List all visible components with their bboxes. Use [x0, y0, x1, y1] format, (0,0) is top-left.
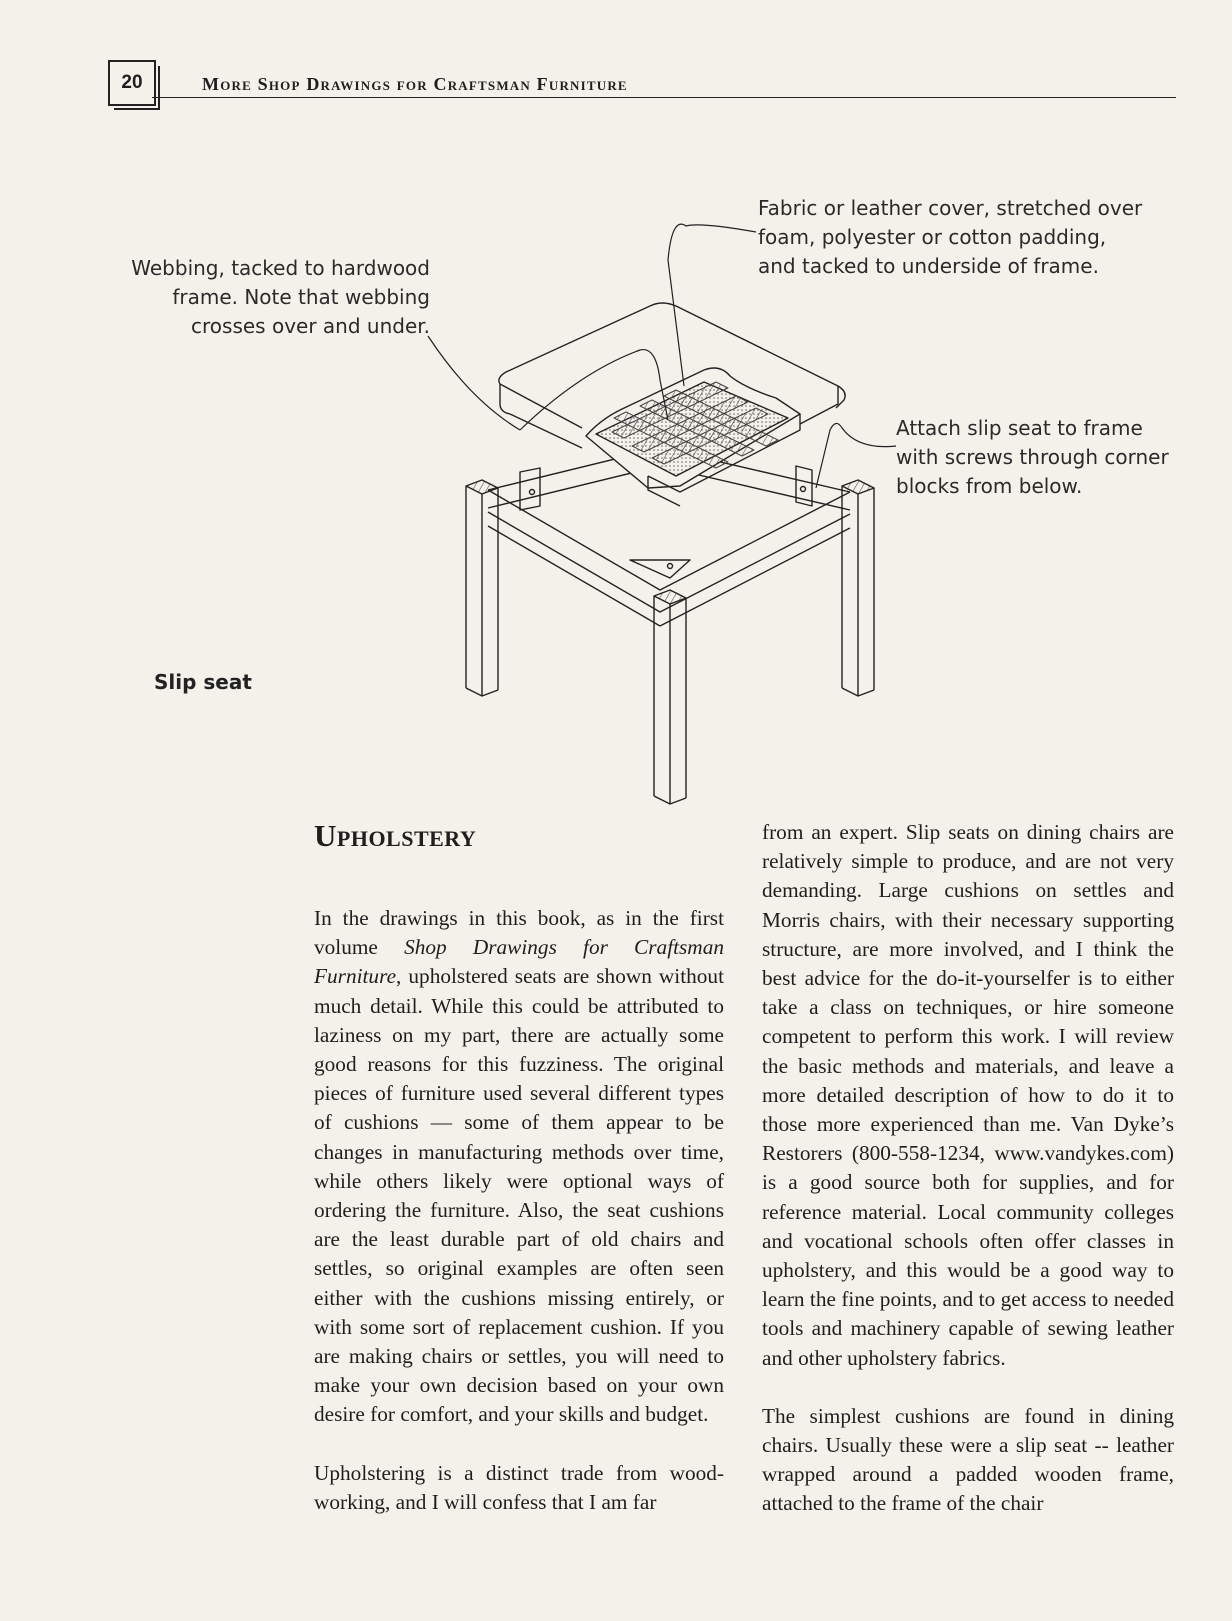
paragraph: The simplest cushions are found in dining chairs. Usually these were a slip seat -- leather wrapped around a padded wooden frame, attached to the frame of the chair	[762, 1403, 1174, 1516]
paragraph	[314, 904, 724, 1430]
slip-seat	[499, 303, 845, 506]
callout-webbing: Webbing, tacked to hardwood frame. Note that webbing crosses over and under.	[131, 256, 430, 338]
paragraph: Upholstering is a distinct trade from woodworking, and I will confess that I am far	[314, 1460, 724, 1514]
body-column-left	[314, 904, 724, 1546]
chair-leg-left	[466, 480, 498, 696]
chair-leg-right	[842, 480, 874, 696]
paragraph-text: In the drawings in this book, as in the first volume	[314, 906, 724, 960]
running-head: More Shop Drawings for Craftsman Furniture	[202, 74, 628, 94]
book-title: Shop Drawings for Craftsman Furniture	[314, 935, 724, 989]
chair-leg-front	[654, 590, 686, 804]
callout-attach: Attach slip seat to frame with screws through corner blocks from below.	[896, 416, 1169, 498]
figure-label: Slip seat	[154, 670, 252, 694]
callout-fabric: Fabric or leather cover, stretched over foam, polyester or cotton padding, and tacked to underside of frame.	[758, 196, 1143, 278]
page-number: 20	[108, 60, 156, 106]
section-heading: Upholstery	[314, 818, 477, 853]
paragraph: from an expert. Slip seats on dining chairs are relatively simple to produce, and are not very demanding. Large cushions on settles and Morris chairs, with their necessary supporting structure, are more involved, and I think the best advice for the do-it-yourselfer is to either take a class on techniques, or hire someone competent to perform this work. I will review the basic methods and materials, and leave a more detailed description of how to do it to those more experienced than me. Van Dyke’s Restorers (800-558-1234, www.vandykes.com) is a good source both for supplies, and for reference material. Local community colleges and vocational schools often offer classes in upholstery, and this would be a good way to learn the fine points, and to get access to needed tools and machinery capable of sewing leather and other upholstery fabrics.	[762, 820, 1174, 1370]
paragraph-text: , upholstered seats are shown without much detail. While this could be attributed to laziness on my part, there are actually some good reasons for this fuzziness. The original pieces of furniture used several different types of cushions — some of them appear to be changes in manufacturing methods over time, while others likely were optional ways of ordering the furniture. Also, the seat cushions are the least durable part of old chairs and settles, so original examples are often seen either with the cushions missing entirely, or with some sort of replacement cushion. If you are making chairs or settles, you will need to make your own decision based on your own desire for comfort, and your skills and budget.	[314, 964, 724, 1427]
body-column-right	[762, 818, 1174, 1548]
